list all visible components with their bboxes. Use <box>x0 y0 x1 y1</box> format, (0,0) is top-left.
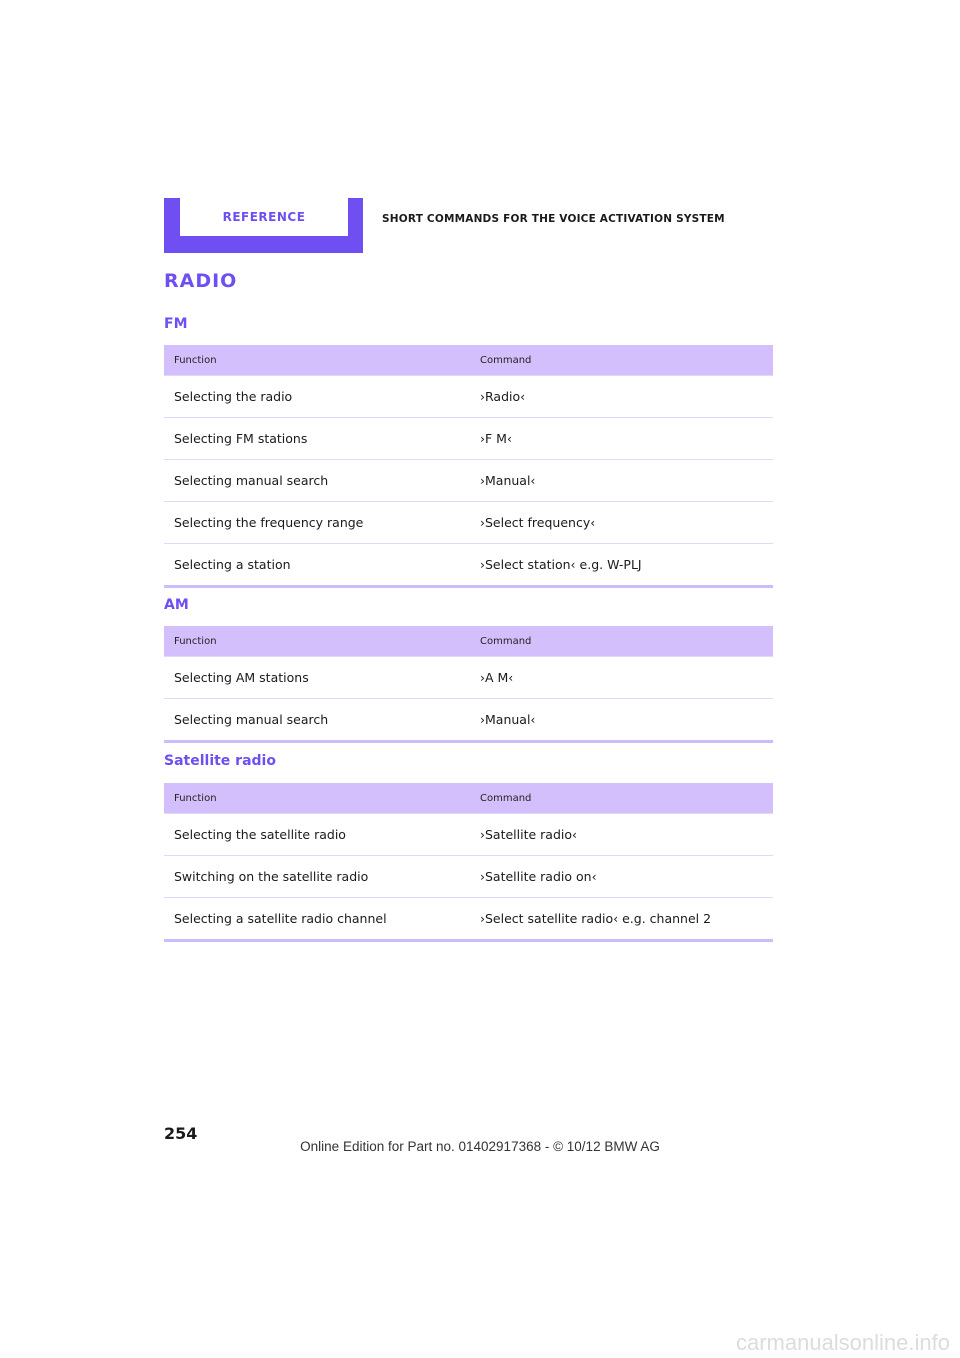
edition-footer: Online Edition for Part no. 01402917368 - © 10/12 BMW AG <box>300 1139 660 1154</box>
chapter-header: SHORT COMMANDS FOR THE VOICE ACTIVATION SYSTEM <box>382 213 725 225</box>
command-cell: ›Satellite radio‹ <box>480 827 578 842</box>
table-row <box>164 375 773 417</box>
table-row <box>164 459 773 501</box>
page-number: 254 <box>164 1124 198 1143</box>
am-title: AM <box>164 597 189 613</box>
header-command: Command <box>480 635 532 647</box>
command-cell: ›A M‹ <box>480 670 514 685</box>
table-row <box>164 543 773 585</box>
command-cell: ›Select frequency‹ <box>480 515 596 530</box>
header-command: Command <box>480 354 532 366</box>
command-cell: ›Select satellite radio‹ e.g. channel 2 <box>480 911 712 926</box>
function-cell: Selecting AM stations <box>174 670 309 685</box>
function-cell: Selecting manual search <box>174 712 329 727</box>
function-cell: Selecting the satellite radio <box>174 827 346 842</box>
command-cell: ›F M‹ <box>480 431 512 446</box>
command-cell: ›Radio‹ <box>480 389 526 404</box>
watermark: carmanualsonline.info <box>735 1330 950 1355</box>
table-row <box>164 501 773 543</box>
function-cell: Selecting the frequency range <box>174 515 364 530</box>
function-cell: Selecting the radio <box>174 389 293 404</box>
satellite-table <box>164 783 773 942</box>
function-cell: Selecting FM stations <box>174 431 308 446</box>
am-table <box>164 626 773 743</box>
function-cell: Switching on the satellite radio <box>174 869 369 884</box>
table-header <box>164 345 773 375</box>
header-command: Command <box>480 792 532 804</box>
table-header <box>164 626 773 656</box>
fm-title: FM <box>164 316 188 332</box>
table-header <box>164 783 773 813</box>
function-cell: Selecting manual search <box>174 473 329 488</box>
header-function: Function <box>174 354 217 366</box>
command-cell: ›Manual‹ <box>480 473 536 488</box>
table-row <box>164 855 773 897</box>
function-cell: Selecting a satellite radio channel <box>174 911 387 926</box>
reference-tab-label: REFERENCE <box>180 198 348 236</box>
header-function: Function <box>174 792 217 804</box>
table-row <box>164 417 773 459</box>
command-cell: ›Satellite radio on‹ <box>480 869 597 884</box>
function-cell: Selecting a station <box>174 557 291 572</box>
table-row <box>164 698 773 740</box>
table-row <box>164 813 773 855</box>
satellite-title: Satellite radio <box>164 753 276 769</box>
section-title: RADIO <box>164 270 238 292</box>
header-function: Function <box>174 635 217 647</box>
command-cell: ›Manual‹ <box>480 712 536 727</box>
table-row <box>164 897 773 939</box>
table-row <box>164 656 773 698</box>
fm-table <box>164 345 773 588</box>
command-cell: ›Select station‹ e.g. W-PLJ <box>480 557 642 572</box>
